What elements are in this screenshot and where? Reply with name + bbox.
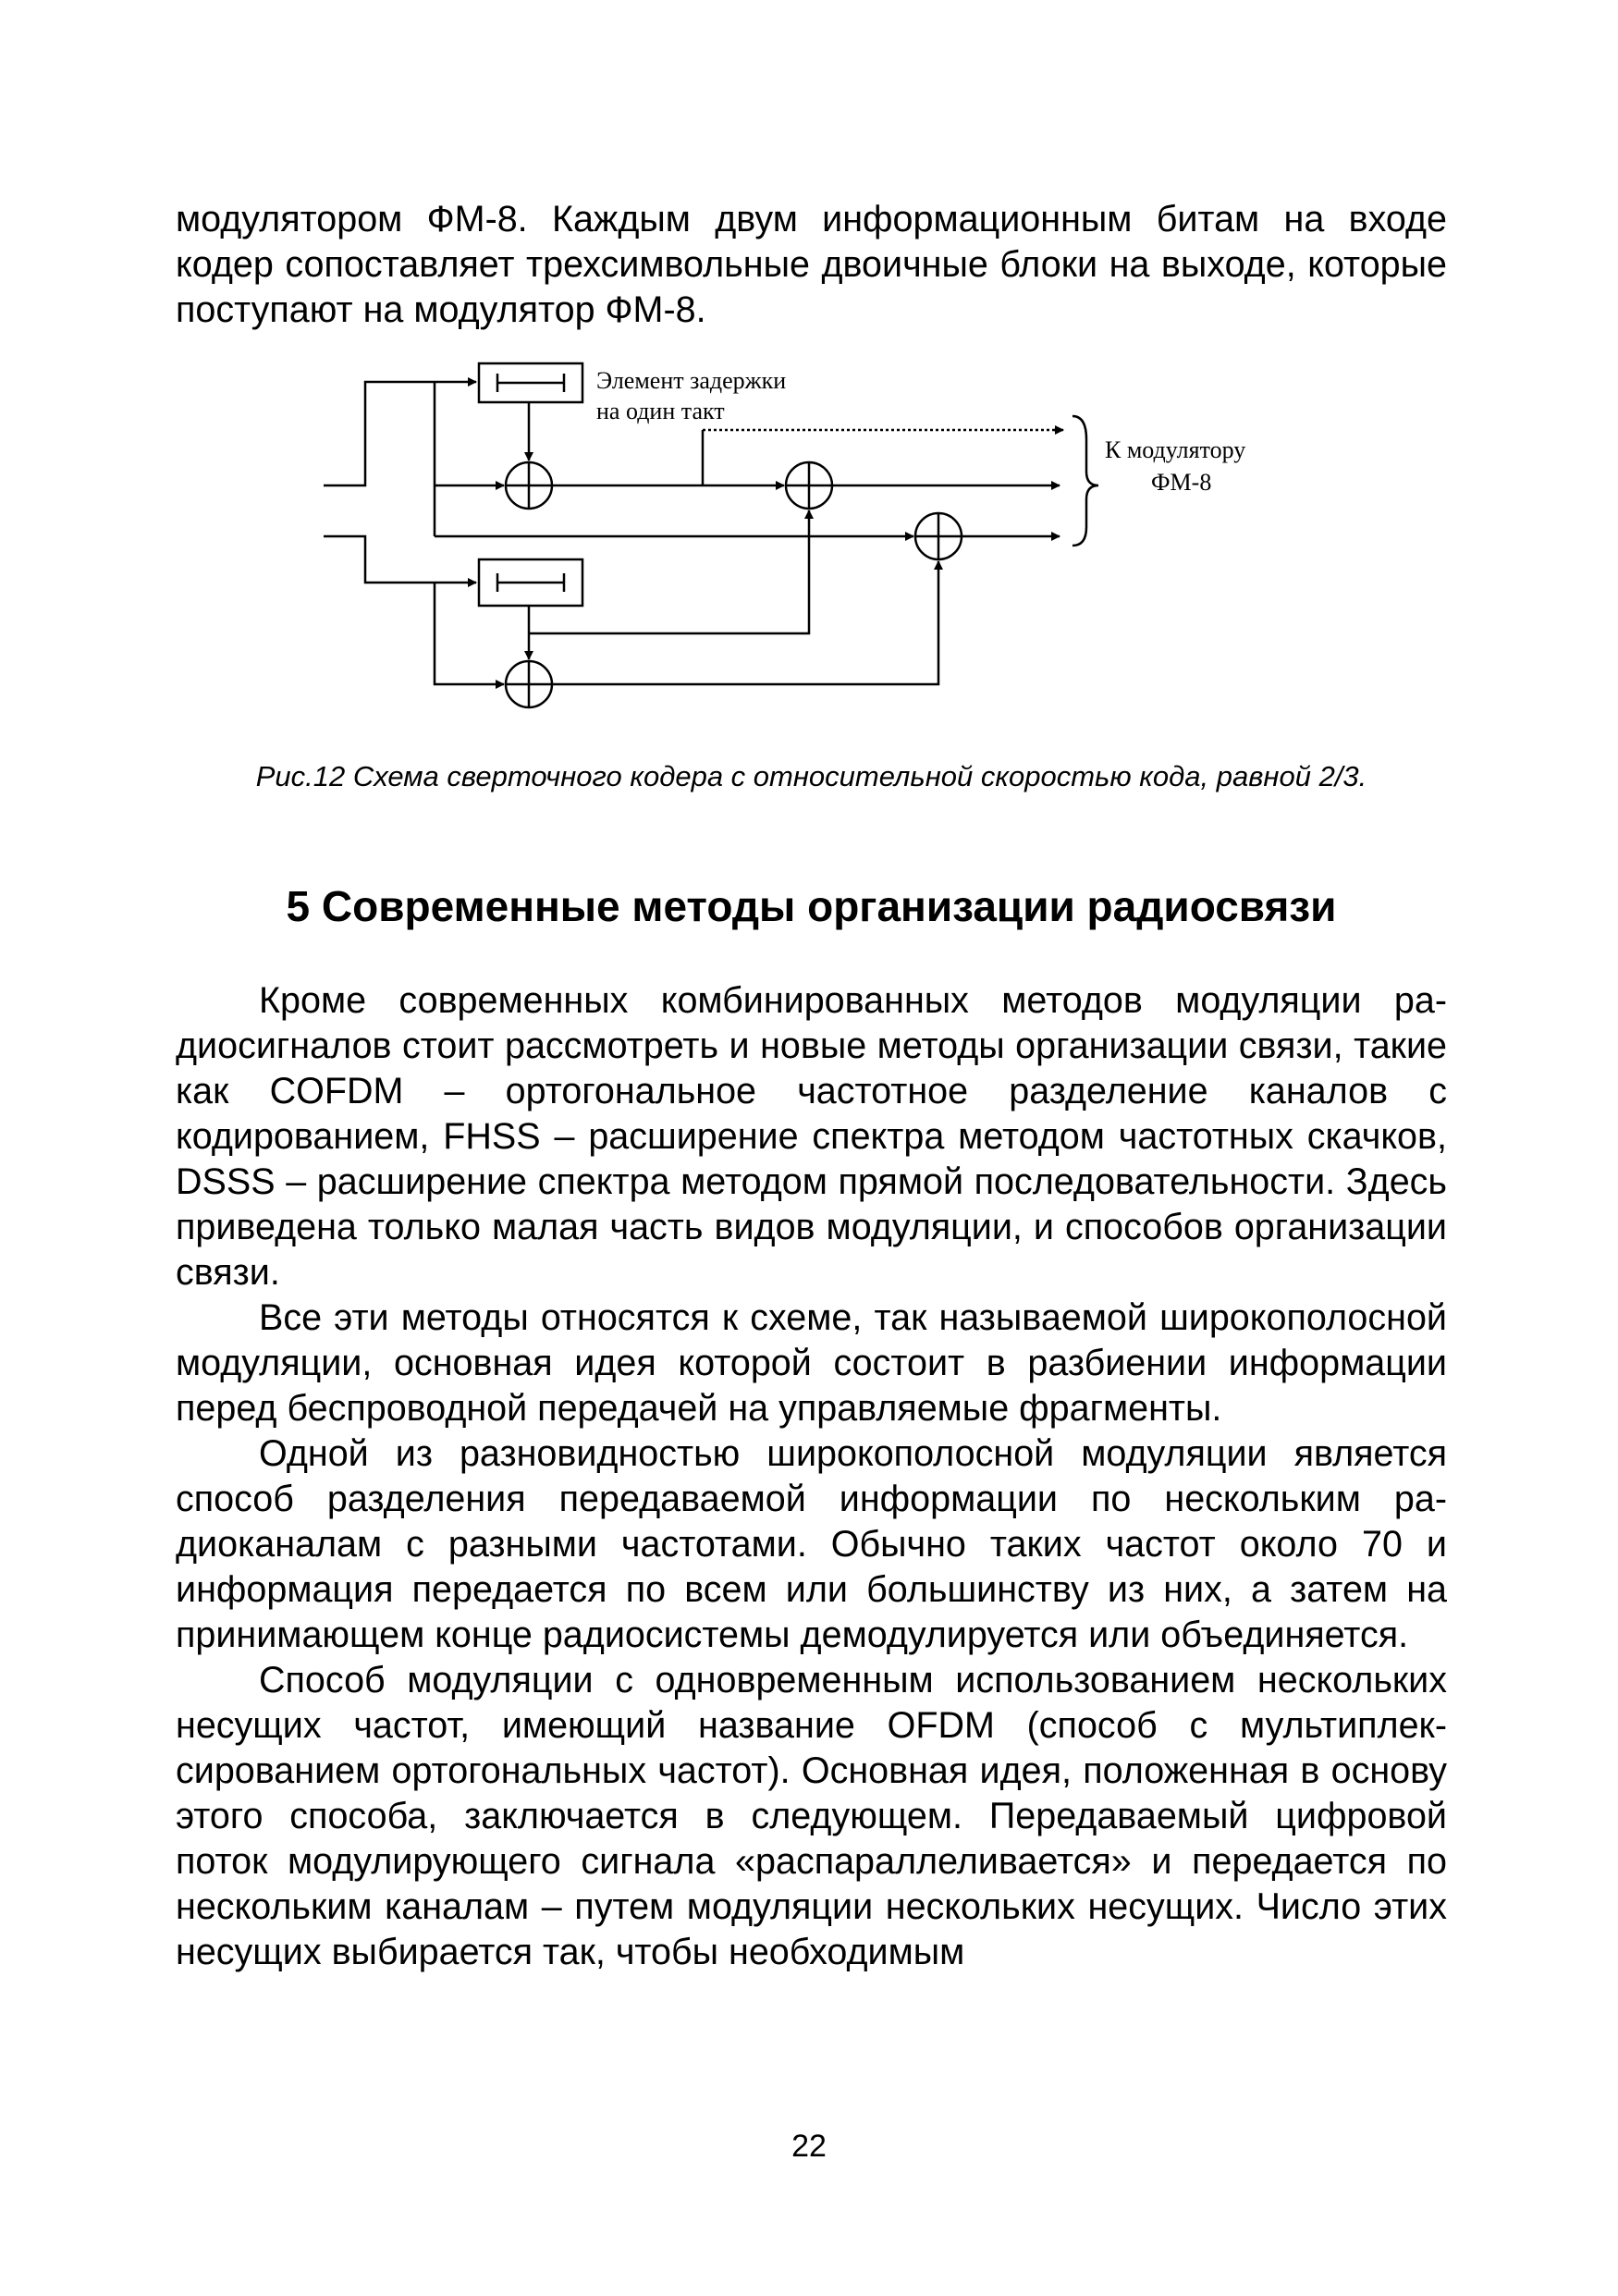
paragraph-3: Одной из разновидностью широкополосной модуляции является способ разделения передаваемой информации по нескольким радиоканалам с разными частотами. Обычно таких частот около 70 и информация передается по всем или большинству из них, а затем на принимающем конце радиосистемы демодулируется или объединяется.: [176, 1433, 1447, 1655]
delay-label-line2: на один такт: [596, 398, 725, 424]
page-number: 22: [791, 2129, 827, 2164]
intro-text: модулятором ФМ-8. Каждым двум информационным битам на входе кодер сопоставляет трехсимвольные двоичные блоки на выходе, которые поступают на модулятор ФМ-8.: [176, 199, 1447, 330]
section-heading: 5 Современные методы организации радиосвязи: [286, 882, 1337, 930]
intro-paragraph: [176, 197, 1447, 333]
figure-caption: Рис.12 Схема сверточного кодера с относительной скоростью кода, равной 2/3.: [255, 760, 1367, 792]
paragraph-2: Все эти методы относятся к схеме, так называемой широкополосной модуляции, основная идея которой состоит в разбиении информации перед беспроводной передачей на управляемые фрагменты.: [176, 1297, 1447, 1429]
output-brace: [1073, 416, 1098, 546]
convolutional-encoder-diagram: [314, 356, 1313, 735]
output-label-line2: ФМ-8: [1151, 469, 1212, 496]
delay-label-line1: Элемент задержки: [596, 367, 787, 394]
input-line-2: [324, 536, 476, 583]
paragraph-4: Способ модуляции с одновременным использованием нескольких несущих частот, имеющий название OFDM (способ с мультиплексированием ортогональных частот). Основная идея, положенная в основу этого способа, заключается в следующем. Передаваемый цифровой поток модулирующего сигнала «распараллеливается» и передается по нескольким каналам – путем модуляции нескольких несущих. Число этих несущих выбирается так, чтобы необходимым: [176, 1660, 1447, 1972]
section-body: [176, 978, 1447, 1975]
paragraph-1: Кроме современных комбинированных методов модуляции радиосигналов стоит рассмотреть и новые методы организации связи, такие как COFDM – ортогональное частотное разделение каналов с кодированием, FHSS – расширение спектра методом частотных скачков, DSSS – расширение спектра методом прямой последовательности. Здесь приведена только малая часть видов модуляции, и способов организации связи.: [176, 980, 1447, 1293]
output-label-line1: К модулятору: [1105, 436, 1246, 463]
input-line-1: [324, 382, 476, 485]
